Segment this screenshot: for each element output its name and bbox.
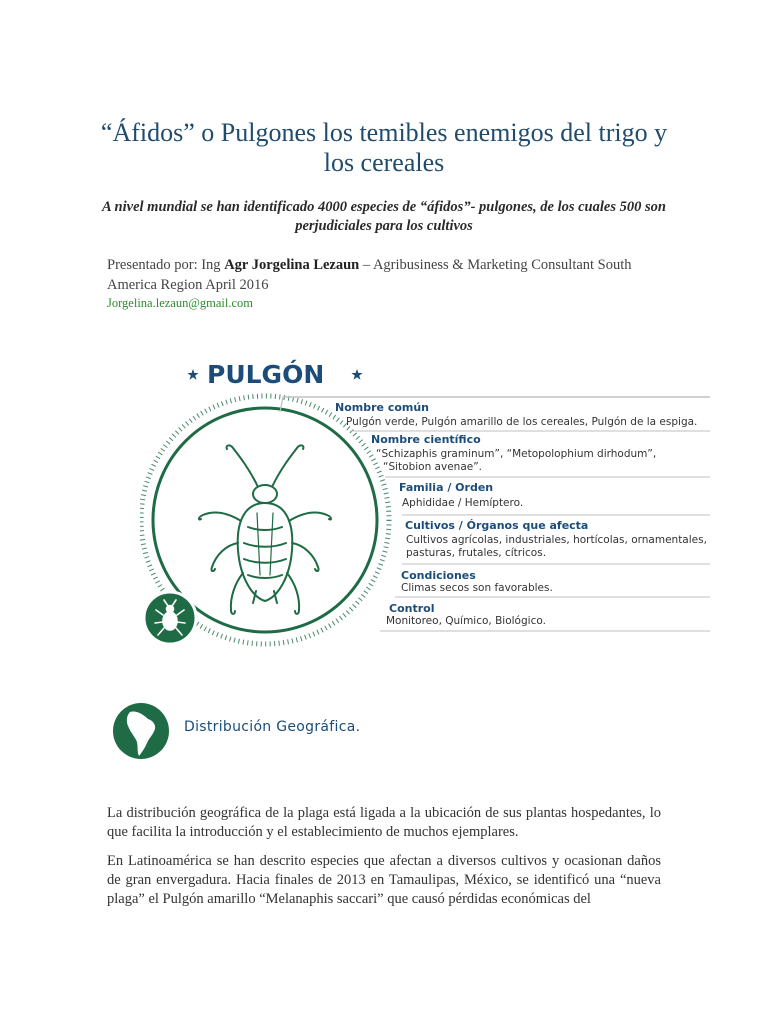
section-label-condiciones: Condiciones bbox=[401, 569, 476, 582]
star-right-icon bbox=[351, 369, 362, 380]
section-value-cultivos-1: Cultivos agrícolas, industriales, hortícolas, ornamentales, bbox=[406, 534, 707, 546]
pulgon-infographic bbox=[140, 345, 720, 655]
section-label-cultivos: Cultivos / Órganos que afecta bbox=[405, 519, 589, 532]
section-label-nombre-comun: Nombre común bbox=[335, 401, 430, 414]
infographic-heading bbox=[187, 359, 362, 389]
section-label-control: Control bbox=[389, 602, 435, 615]
article-title: “Áfidos” o Pulgones los temibles enemigos del trigo y los cereales bbox=[100, 118, 668, 177]
byline-author: Agr Jorgelina Lezaun bbox=[224, 257, 360, 273]
article-subtitle: A nivel mundial se han identificado 4000 especies de “áfidos”- pulgones, de los cuales 500 son perjudiciales para los cultivos bbox=[102, 199, 666, 234]
body-paragraph-1: La distribución geográfica de la plaga está ligada a la ubicación de sus plantas hospedantes, lo que facilita la introducción y el establecimiento de muchos ejemplares. bbox=[107, 805, 661, 840]
section-value-control: Monitoreo, Químico, Biológico. bbox=[386, 615, 546, 627]
section-label-familia-orden: Familia / Orden bbox=[399, 481, 494, 494]
distribution-heading: Distribución Geográfica. bbox=[184, 719, 361, 735]
section-value-nombre-comun: Pulgón verde, Pulgón amarillo de los cereales, Pulgón de la espiga. bbox=[346, 416, 698, 428]
author-email-link[interactable]: Jorgelina.lezaun@gmail.com bbox=[107, 296, 253, 310]
section-value-cultivos-2: pasturas, frutales, cítricos. bbox=[406, 547, 547, 559]
section-value-nombre-cientifico-2: “Sitobion avenae”. bbox=[383, 461, 482, 473]
aphid-badge-icon bbox=[144, 592, 196, 644]
section-label-nombre-cientifico: Nombre científico bbox=[371, 433, 481, 446]
infographic-title: PULGÓN bbox=[207, 360, 325, 389]
star-left-icon bbox=[187, 369, 198, 380]
section-value-familia-orden: Aphididae / Hemíptero. bbox=[402, 497, 524, 509]
byline-prefix: Presentado por: Ing bbox=[107, 257, 225, 273]
byline bbox=[107, 255, 667, 295]
byline-suffix: – Agribusiness & Marketing Consultant South America Region April 2016 bbox=[107, 257, 632, 293]
section-value-condiciones: Climas secos son favorables. bbox=[401, 582, 553, 594]
body-paragraph-2: En Latinoamérica se han descrito especies que afectan a diversos cultivos y ocasionan daños de gran envergadura. Hacia finales de 2013 en Tamaulipas, México, se identificó una “nueva plaga” el Pulgón amarillo “Melanaphis saccari” que causó pérdidas económicas del bbox=[107, 853, 661, 907]
south-america-globe-icon bbox=[112, 702, 170, 760]
section-value-nombre-cientifico-1: “Schizaphis graminum”, “Metopolophium dirhodum”, bbox=[376, 448, 657, 460]
